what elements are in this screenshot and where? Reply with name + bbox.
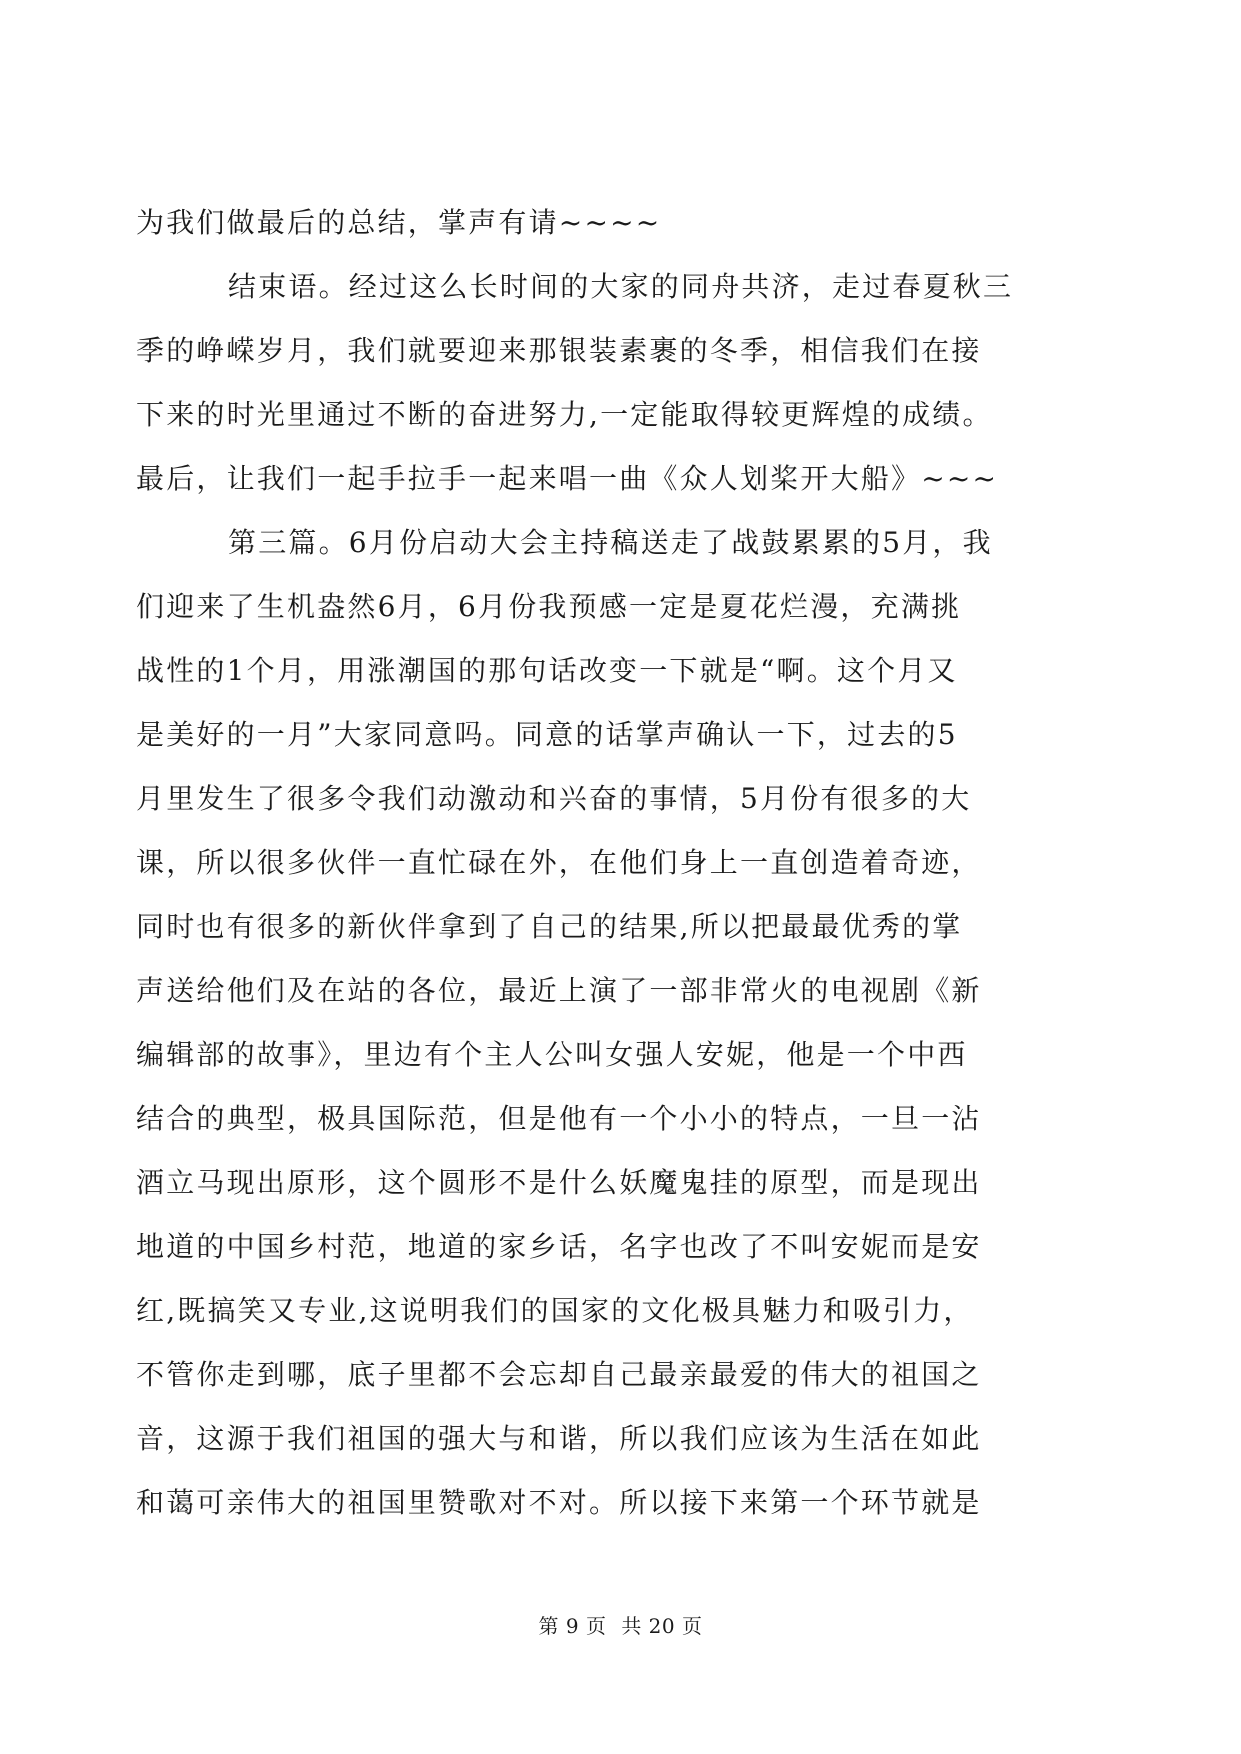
text-line: 音，这源于我们祖国的强大与和谐，所以我们应该为生活在如此 xyxy=(136,1422,982,1455)
text-line: 月里发生了很多令我们动激动和兴奋的事情，5月份有很多的大 xyxy=(136,782,972,815)
text-line: 和蔼可亲伟大的祖国里赞歌对不对。所以接下来第一个环节就是 xyxy=(136,1486,982,1519)
text-line: 下来的时光里通过不断的奋进努力,一定能取得较更辉煌的成绩。 xyxy=(136,398,993,431)
text-line: 地道的中国乡村范，地道的家乡话，名字也改了不叫安妮而是安 xyxy=(136,1230,982,1263)
text-line: 红,既搞笑又专业,这说明我们的国家的文化极具魅力和吸引力， xyxy=(136,1294,974,1327)
text-line: 同时也有很多的新伙伴拿到了自己的结果,所以把最最优秀的掌 xyxy=(136,910,963,943)
text-line: 季的峥嵘岁月，我们就要迎来那银装素裹的冬季，相信我们在接 xyxy=(136,334,982,367)
text-line: 声送给他们及在站的各位，最近上演了一部非常火的电视剧《新 xyxy=(136,974,982,1007)
text-line: 们迎来了生机盎然6月，6月份我预感一定是夏花烂漫，充满挑 xyxy=(136,590,962,623)
text-line: 最后，让我们一起手拉手一起来唱一曲《众人划桨开大船》~~~ xyxy=(136,462,999,495)
text-line: 不管你走到哪，底子里都不会忘却自己最亲最爱的伟大的祖国之 xyxy=(136,1358,982,1391)
text-line: 结合的典型，极具国际范，但是他有一个小小的特点，一旦一沾 xyxy=(136,1102,982,1135)
text-line: 战性的1个月，用涨潮国的那句话改变一下就是“啊。这个月又 xyxy=(136,654,958,687)
text-line: 课，所以很多伙伴一直忙碌在外，在他们身上一直创造着奇迹， xyxy=(136,846,982,879)
paragraph-start-line: 第三篇。6月份启动大会主持稿送走了战鼓累累的5月，我 xyxy=(228,526,993,559)
document-body xyxy=(136,198,1076,1542)
paragraph-start-line: 结束语。经过这么长时间的大家的同舟共济，走过春夏秋三 xyxy=(228,270,1014,303)
page-footer xyxy=(0,1610,1241,1639)
page-number: 第 9 页 xyxy=(538,1614,607,1638)
text-line: 为我们做最后的总结，掌声有请~~~~ xyxy=(136,206,662,239)
text-line: 编辑部的故事》，里边有个主人公叫女强人安妮，他是一个中西 xyxy=(136,1038,968,1071)
text-line: 酒立马现出原形，这个圆形不是什么妖魔鬼挂的原型，而是现出 xyxy=(136,1166,982,1199)
page-total: 共 20 页 xyxy=(621,1614,703,1638)
text-line: 是美好的一月”大家同意吗。同意的话掌声确认一下，过去的5 xyxy=(136,718,958,751)
